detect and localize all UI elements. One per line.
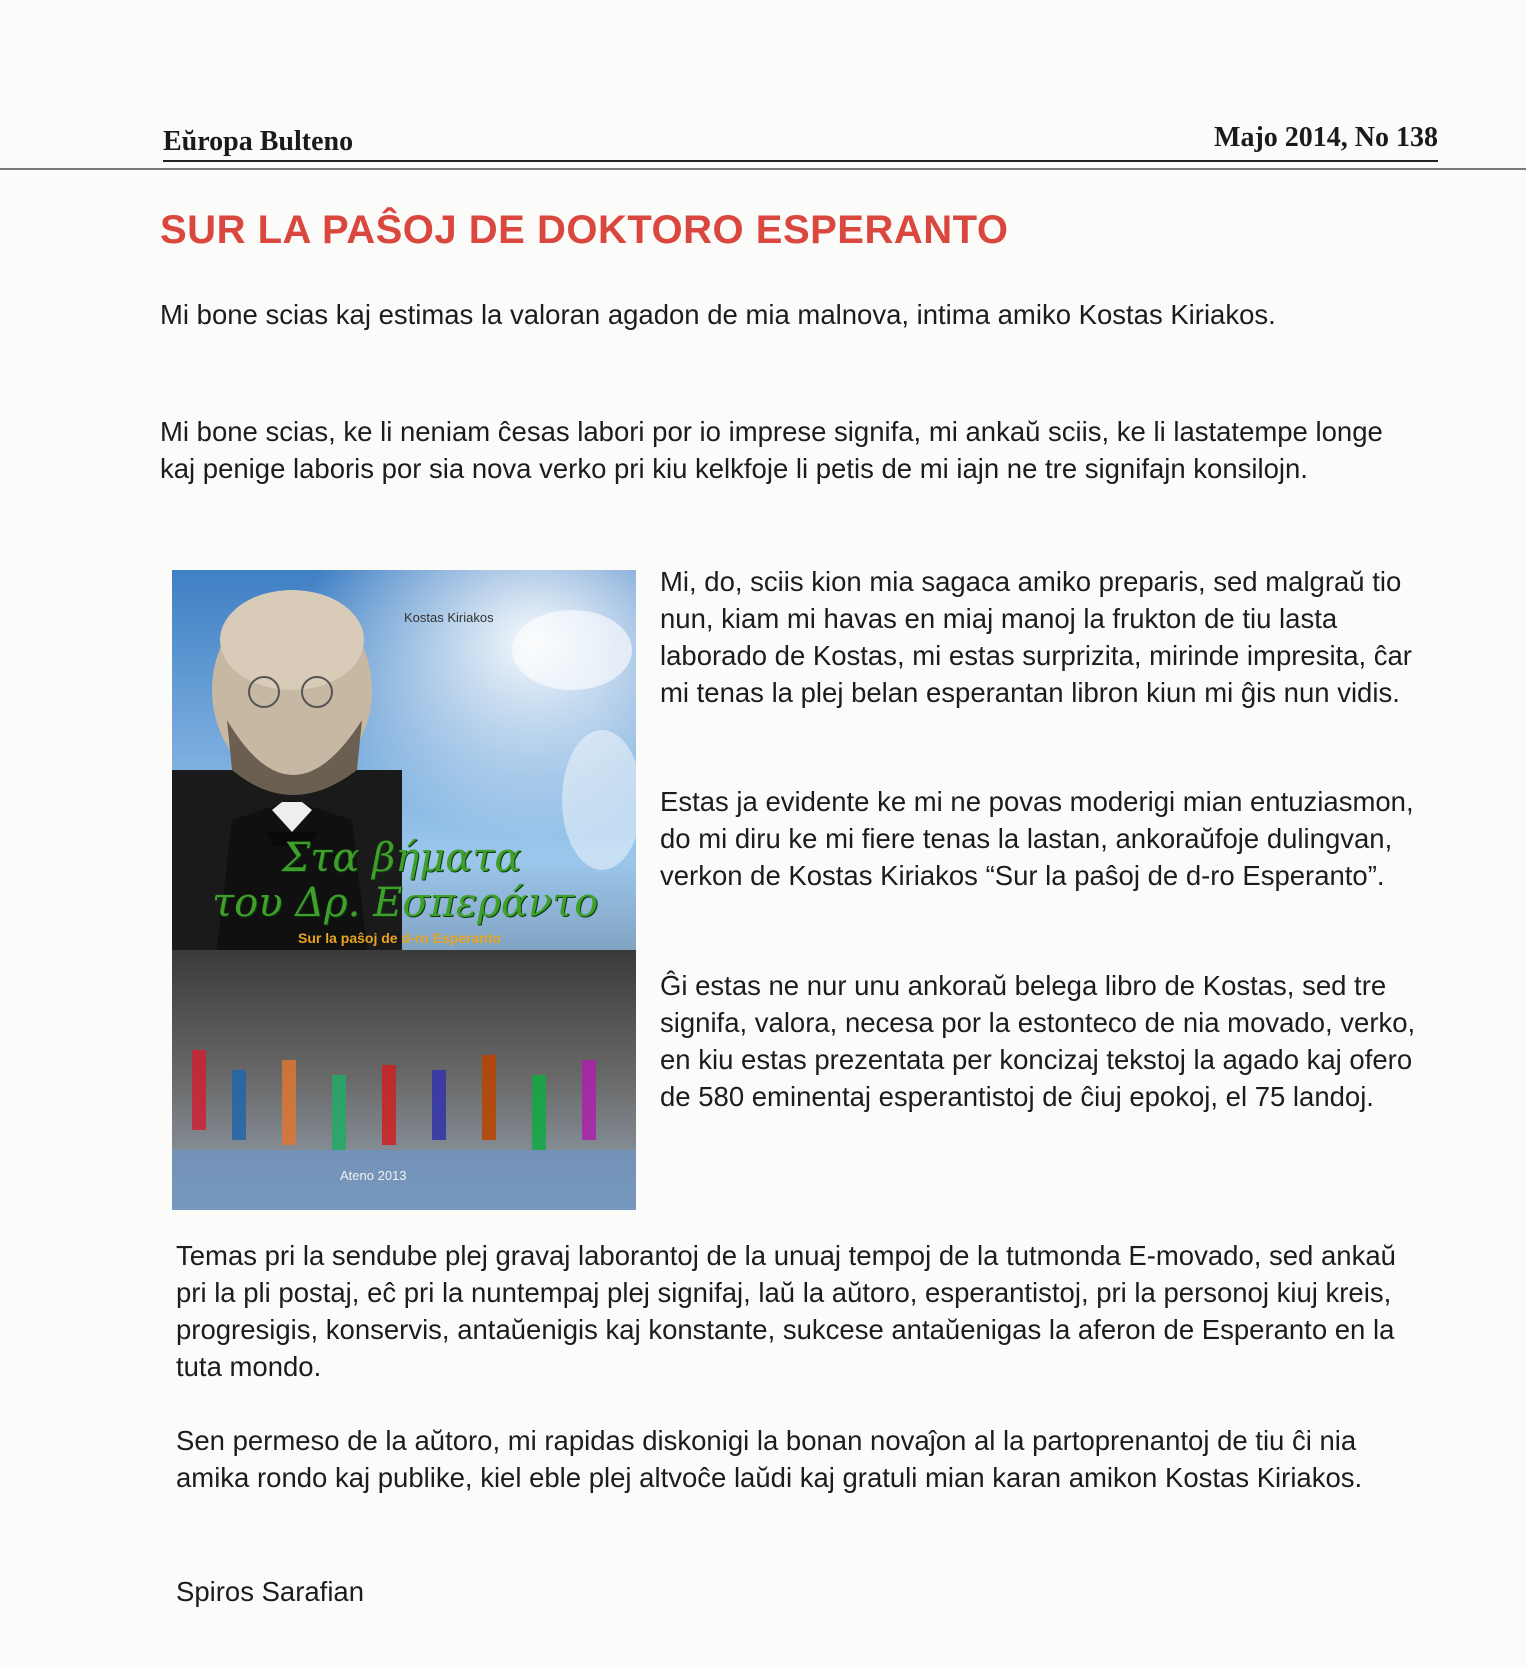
- author-signature: Spiros Sarafian: [176, 1576, 365, 1607]
- header-rule: [0, 168, 1526, 170]
- paragraph-2: Mi bone scias, ke li neniam ĉesas labori por io imprese signifa, mi ankaŭ sciis, ke li lastatempe longe kaj penige laboris por sia nova verko pri kiu kelkfoje li petis de mi iajn ne tre signifajn konsilojn.: [160, 416, 1383, 484]
- publication-name: Eŭropa Bulteno: [163, 126, 354, 157]
- article-title: SUR LA PAŜOJ DE DOKTORO ESPERANTO: [160, 208, 1009, 252]
- book-cover-image: [172, 570, 636, 1210]
- paragraph-7: Sen permeso de la aŭtoro, mi rapidas diskonigi la bonan novaĵon al la partoprenantoj de tiu ĉi nia amika rondo kaj publike, kiel eble plej altvoĉe laŭdi kaj gratuli mian karan amikon Kostas Kiriakos.: [176, 1425, 1363, 1493]
- paragraph-3: Mi, do, sciis kion mia sagaca amiko preparis, sed malgraŭ tio nun, kiam mi havas en miaj manoj la frukton de tiu lasta laborado de Kostas, mi estas surprizita, mirinde impresita, ĉar mi tenas la plej belan esperantan libron kiun mi ĝis nun vidis.: [660, 566, 1412, 708]
- paragraph-1: Mi bone scias kaj estimas la valoran agadon de mia malnova, intima amiko Kostas Kiriakos.: [160, 299, 1276, 330]
- paragraph-6: Temas pri la sendube plej gravaj laborantoj de la unuaj tempoj de la tutmonda E-movado, sed ankaŭ pri la pli postaj, eĉ pri la nuntempaj plej signifaj, laŭ la aŭtoro, esperantistoj, pri la personoj kiuj kreis, progresigis, konservis, antaŭenigis kaj konstante, sukcese antaŭenigas la aferon de Esperanto en la tuta mondo.: [176, 1240, 1396, 1382]
- page-header: [163, 118, 1438, 158]
- cover-greek-title-line1: Στα βήματα: [282, 835, 522, 881]
- cover-author: Kostas Kiriakos: [404, 610, 494, 625]
- cover-place-year: Ateno 2013: [340, 1168, 407, 1183]
- cover-subtitle: Sur la paŝoj de d-ro Esperanto: [298, 930, 502, 946]
- issue-info: Majo 2014, No 138: [1214, 122, 1438, 153]
- header-underline: [163, 160, 1438, 162]
- cover-greek-title-line2: του Δρ. Εσπεράντο: [212, 880, 599, 926]
- paragraph-5: Ĝi estas ne nur unu ankoraŭ belega libro de Kostas, sed tre signifa, valora, necesa por la estonteco de nia movado, verko, en kiu estas prezentata per koncizaj tekstoj la agado kaj ofero de 580 eminentaj esperantistoj de ĉiuj epokoj, el 75 landoj.: [660, 970, 1416, 1112]
- paragraph-4: Estas ja evidente ke mi ne povas moderigi mian entuziasmon, do mi diru ke mi fiere tenas la lastan, ankoraŭfoje dulingvan, verkon de Kostas Kiriakos “Sur la paŝoj de d-ro Esperanto”.: [660, 786, 1414, 891]
